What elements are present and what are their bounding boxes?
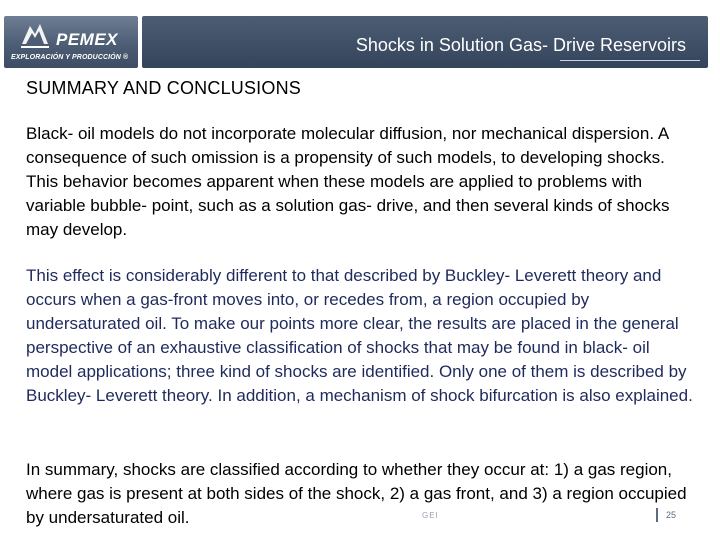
footer-separator xyxy=(656,508,658,522)
footer-label: GEI xyxy=(422,511,439,520)
logo-name: PEMEX xyxy=(56,30,119,49)
page-number: 25 xyxy=(666,510,677,520)
title-underline xyxy=(560,60,700,61)
paragraph-1: Black- oil models do not incorporate molecular diffusion, nor mechanical dispersion. A consequence of such omission is a propensity of such models, to developing shocks. This behavior becomes apparent when these models are applied to problems with variable bubble- point, such as a solution gas- drive, and then several kinds of shocks may develop. xyxy=(26,124,670,239)
logo-subtitle: EXPLORACIÓN Y PRODUCCIÓN ® xyxy=(11,54,129,61)
section-heading: SUMMARY AND CONCLUSIONS xyxy=(26,78,301,98)
paragraph-3: In summary, shocks are classified according to whether they occur at: 1) a gas region, where gas is present at both sides of the shock, 2) a gas front, and 3) a region occupied by undersaturated oil. xyxy=(26,460,687,527)
slide-header xyxy=(0,0,720,72)
title-bar xyxy=(142,16,708,68)
slide-title: Shocks in Solution Gas- Drive Reservoirs xyxy=(355,35,686,55)
paragraph-2: This effect is considerably different to that described by Buckley- Leverett theory and occurs when a gas-front moves into, or recedes from, a region occupied by undersaturated oil. To make our points more clear, the results are placed in the general perspective of an exhaustive classification of shocks that may be found in black- oil model applications; three kind of shocks are identified. Only one of them is described by Buckley- Leverett theory. In addition, a mechanism of shock bifurcation is also explained. xyxy=(26,266,693,405)
pemex-logo xyxy=(4,16,138,68)
pemex-eagle-icon xyxy=(18,20,52,52)
